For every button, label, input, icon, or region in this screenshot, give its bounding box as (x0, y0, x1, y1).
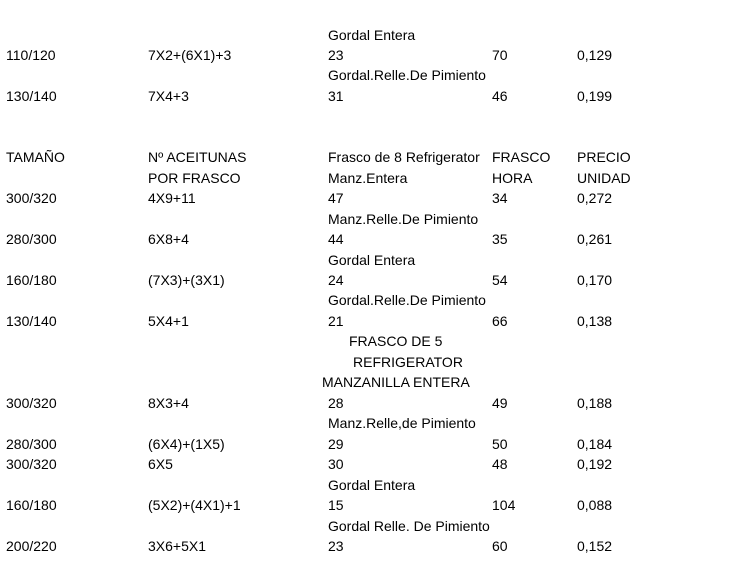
variety-row: Gordal.Relle.De Pimiento (328, 67, 486, 83)
column-header-row: POR FRASCO Manz.Entera HORA UNIDAD (148, 170, 631, 186)
variety-row: Gordal Entera (328, 27, 416, 43)
size-cell: 130/140 (6, 88, 57, 104)
variety-row: Gordal Entera (328, 477, 416, 493)
size-cell: 280/300 (6, 231, 57, 247)
size-cell: 300/320 (6, 395, 57, 411)
size-cell: 160/180 (6, 272, 57, 288)
table-row: 160/180 (7X3)+(3X1) 24 54 0,170 (6, 272, 613, 288)
size-cell: 200/220 (6, 538, 57, 554)
table-row: 130/140 5X4+1 21 66 0,138 (6, 313, 613, 329)
table-row: 160/180 (5X2)+(4X1)+1 15 104 0,088 (6, 497, 613, 513)
variety-row: MANZANILLA ENTERA (322, 374, 470, 390)
size-cell: 130/140 (6, 313, 57, 329)
column-header-row: TAMAÑO Nº ACEITUNAS Frasco de 8 Refrigerator FRASCO PRECIO (6, 149, 631, 165)
section-title-row: FRASCO DE 5 (349, 333, 443, 349)
table-row: 300/320 6X5 30 48 0,192 (6, 456, 613, 472)
size-cell: 280/300 (6, 436, 57, 452)
table-row: 280/300 6X8+4 44 35 0,261 (6, 231, 613, 247)
table-row: 130/140 7X4+3 31 46 0,199 (6, 88, 613, 104)
table-row: 300/320 8X3+4 28 49 0,188 (6, 395, 613, 411)
section-title-row: REFRIGERATOR (353, 354, 463, 370)
size-cell: 300/320 (6, 456, 57, 472)
variety-row: Gordal Entera (328, 252, 416, 268)
table-row: 110/120 7X2+(6X1)+3 23 70 0,129 (6, 47, 613, 63)
size-cell: 110/120 (6, 47, 56, 63)
variety-row: Manz.Relle,de Pimiento (328, 415, 476, 431)
size-cell: 300/320 (6, 190, 57, 206)
table-row: 200/220 3X6+5X1 23 60 0,152 (6, 538, 613, 554)
table-row: 300/320 4X9+11 47 34 0,272 (6, 190, 613, 206)
variety-row: Gordal Relle. De Pimiento (328, 518, 490, 534)
size-cell: 160/180 (6, 497, 57, 513)
table-row: 280/300 (6X4)+(1X5) 29 50 0,184 (6, 436, 613, 452)
size-header: TAMAÑO (6, 149, 65, 165)
variety-row: Manz.Relle.De Pimiento (328, 211, 479, 227)
variety-row: Gordal.Relle.De Pimiento (328, 292, 486, 308)
